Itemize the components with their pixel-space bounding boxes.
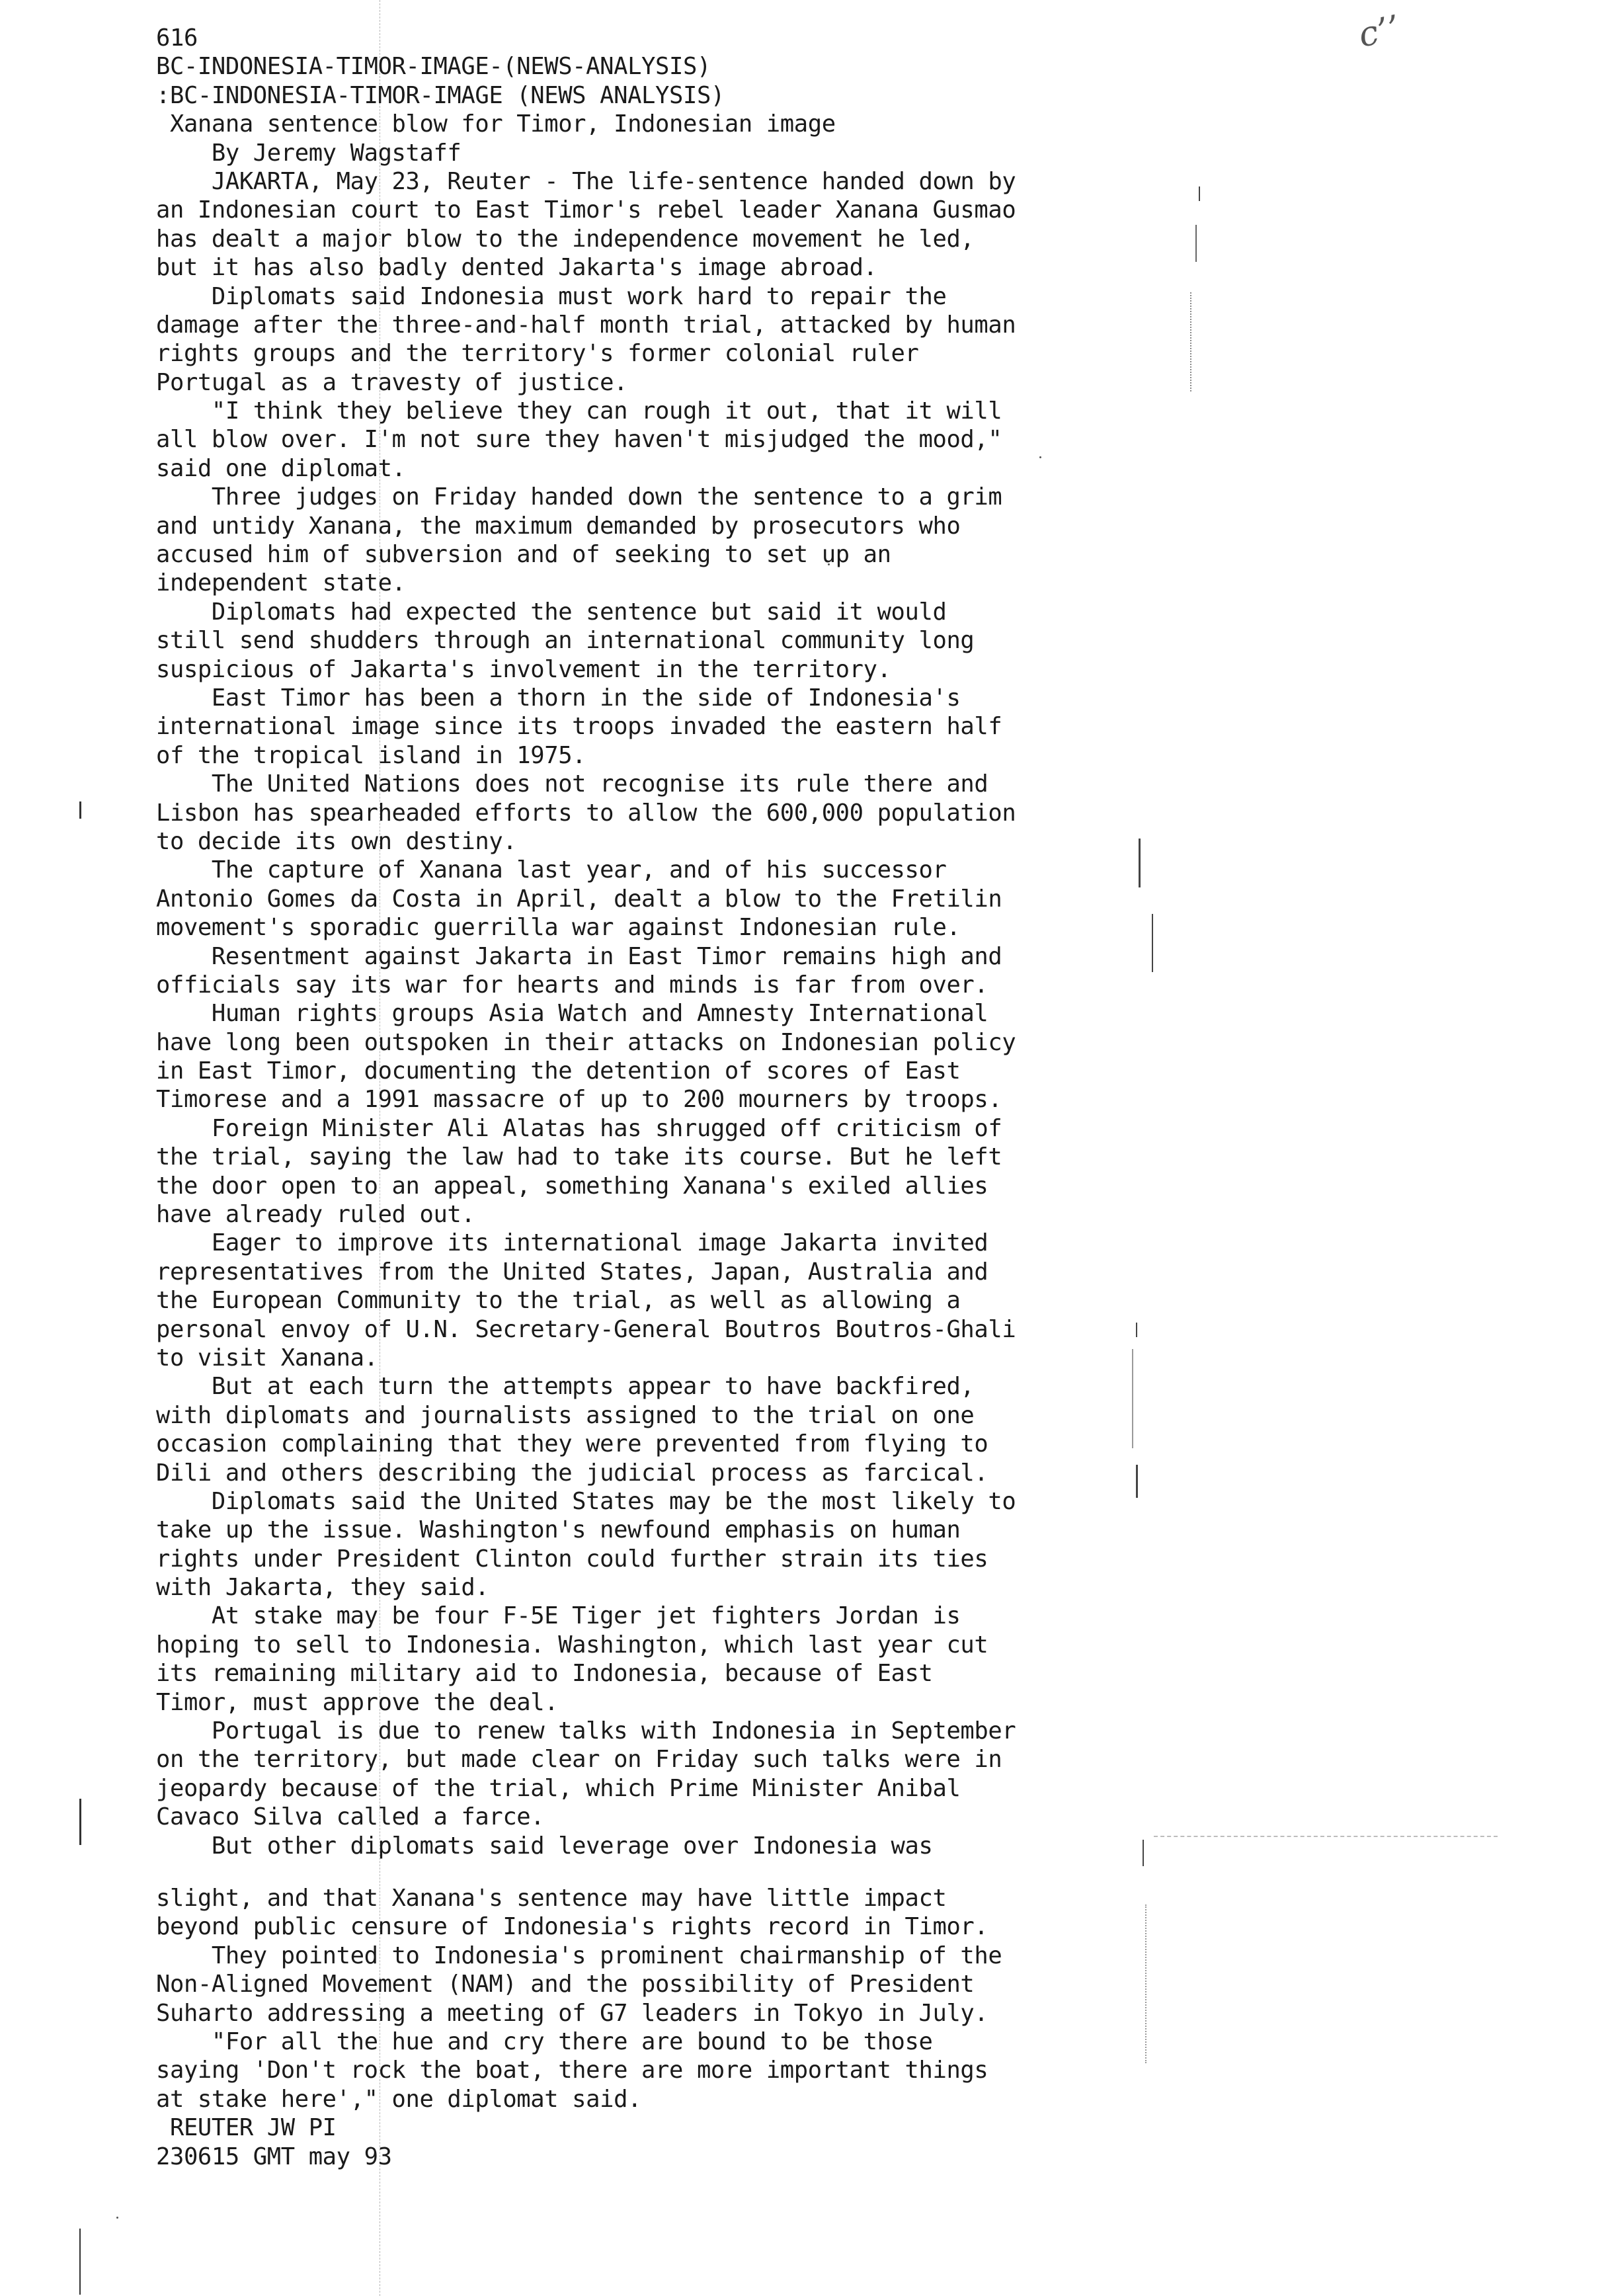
scan-speck	[116, 2217, 118, 2219]
text-line: beyond public censure of Indonesia's rights record in Timor.	[156, 1913, 988, 1941]
margin-stroke	[1199, 186, 1200, 201]
text-line: all blow over. I'm not sure they haven't misjudged the mood,"	[156, 426, 1002, 454]
text-line: with diplomats and journalists assigned to the trial on one	[156, 1401, 975, 1429]
text-line: Human rights groups Asia Watch and Amnesty International	[156, 1000, 988, 1028]
text-line: Foreign Minister Ali Alatas has shrugged off criticism of	[156, 1114, 1002, 1142]
text-line: Timorese and a 1991 massacre of up to 200 mourners by troops.	[156, 1086, 1002, 1114]
slug-line: :BC-INDONESIA-TIMOR-IMAGE (NEWS ANALYSIS)	[156, 81, 725, 109]
text-line: the trial, saying the law had to take its course. But he left	[156, 1143, 1002, 1171]
text-line: independent state.	[156, 569, 406, 597]
text-line: suspicious of Jakarta's involvement in the territory.	[156, 655, 891, 683]
text-line: has dealt a major blow to the independence movement he led,	[156, 225, 975, 253]
text-line: Portugal as a travesty of justice.	[156, 368, 628, 396]
text-line: and untidy Xanana, the maximum demanded by prosecutors who	[156, 512, 961, 540]
text-line: But at each turn the attempts appear to have backfired,	[156, 1373, 975, 1401]
text-line: "For all the hue and cry there are bound to be those	[156, 2028, 933, 2055]
margin-stroke	[1190, 292, 1191, 391]
text-line: slight, and that Xanana's sentence may have little impact	[156, 1885, 947, 1912]
timestamp: 230615 GMT may 93	[156, 2143, 392, 2170]
dashed-rule	[1154, 1836, 1498, 1837]
text-line: Portugal is due to renew talks with Indonesia in September	[156, 1717, 1016, 1745]
text-line: Suharto addressing a meeting of G7 leaders in Tokyo in July.	[156, 1999, 988, 2027]
text-line: take up the issue. Washington's newfound emphasis on human	[156, 1516, 961, 1544]
text-line: accused him of subversion and of seeking to set up an	[156, 541, 891, 569]
page-number: 616	[156, 24, 198, 52]
slug-line: BC-INDONESIA-TIMOR-IMAGE-(NEWS-ANALYSIS)	[156, 53, 711, 81]
text-line: damage after the three-and-half month trial, attacked by human	[156, 311, 1016, 339]
text-line: the European Community to the trial, as well as allowing a	[156, 1287, 961, 1315]
text-line: representatives from the United States, Japan, Australia and	[156, 1258, 988, 1286]
text-line: Diplomats had expected the sentence but said it would	[156, 598, 947, 626]
text-line: Diplomats said Indonesia must work hard to repair the	[156, 282, 947, 310]
wire-story	[156, 24, 1187, 2171]
text-line: occasion complaining that they were prevented from flying to	[156, 1430, 988, 1458]
headline: Xanana sentence blow for Timor, Indonesian image	[156, 110, 836, 138]
text-line: "I think they believe they can rough it out, that it will	[156, 397, 1002, 425]
text-line: Antonio Gomes da Costa in April, dealt a blow to the Fretilin	[156, 885, 1002, 913]
text-line: Diplomats said the United States may be the most likely to	[156, 1487, 1016, 1515]
text-line: its remaining military aid to Indonesia, because of East	[156, 1660, 933, 1688]
text-line: at stake here'," one diplomat said.	[156, 2085, 642, 2113]
text-line: saying 'Don't rock the boat, there are more important things	[156, 2057, 988, 2084]
text-line: Resentment against Jakarta in East Timor remains high and	[156, 942, 1002, 970]
text-line: but it has also badly dented Jakarta's image abroad.	[156, 254, 877, 282]
text-line: Eager to improve its international image Jakarta invited	[156, 1229, 988, 1257]
text-line: with Jakarta, they said.	[156, 1574, 489, 1602]
text-line: hoping to sell to Indonesia. Washington, which last year cut	[156, 1631, 988, 1659]
text-line: an Indonesian court to East Timor's rebel leader Xanana Gusmao	[156, 196, 1016, 224]
text-line: jeopardy because of the trial, which Prime Minister Anibal	[156, 1774, 961, 1802]
text-line: Timor, must approve the deal.	[156, 1688, 559, 1716]
handwritten-mark: c’’	[1355, 8, 1404, 56]
text-line: to visit Xanana.	[156, 1344, 378, 1372]
text-line: to decide its own destiny.	[156, 827, 517, 855]
page-break-gap	[156, 1860, 1187, 1884]
text-line: of the tropical island in 1975.	[156, 741, 586, 769]
text-line: Non-Aligned Movement (NAM) and the possibility of President	[156, 1971, 975, 1998]
text-line: international image since its troops invaded the eastern half	[156, 713, 1002, 741]
text-line: But other diplomats said leverage over Indonesia was	[156, 1832, 933, 1860]
text-line: in East Timor, documenting the detention of scores of East	[156, 1057, 961, 1085]
text-line: The capture of Xanana last year, and of his successor	[156, 856, 947, 884]
text-line: Cavaco Silva called a farce.	[156, 1803, 545, 1831]
text-line: personal envoy of U.N. Secretary-General Boutros Boutros-Ghali	[156, 1315, 1016, 1343]
text-line: movement's sporadic guerrilla war against Indonesian rule.	[156, 914, 961, 942]
text-line: the door open to an appeal, something Xanana's exiled allies	[156, 1172, 988, 1200]
text-line: They pointed to Indonesia's prominent chairmanship of the	[156, 1942, 1002, 1969]
text-line: At stake may be four F-5E Tiger jet fighters Jordan is	[156, 1602, 961, 1630]
text-line: said one diplomat.	[156, 454, 406, 482]
text-line: still send shudders through an international community long	[156, 627, 975, 655]
text-line: on the territory, but made clear on Friday such talks were in	[156, 1746, 1002, 1774]
text-line: Lisbon has spearheaded efforts to allow the 600,000 population	[156, 799, 1016, 827]
text-line: have long been outspoken in their attacks on Indonesian policy	[156, 1028, 1016, 1056]
text-line: JAKARTA, May 23, Reuter - The life-sentence handed down by	[156, 167, 1016, 195]
byline: By Jeremy Wagstaff	[156, 139, 462, 167]
sign-off: REUTER JW PI	[156, 2114, 337, 2142]
text-line: rights under President Clinton could further strain its ties	[156, 1545, 988, 1573]
text-line: officials say its war for hearts and minds is far from over.	[156, 971, 988, 999]
left-edge-mark	[79, 2229, 81, 2295]
text-line: Three judges on Friday handed down the sentence to a grim	[156, 483, 1002, 511]
text-line: The United Nations does not recognise its rule there and	[156, 770, 988, 798]
text-line: rights groups and the territory's former colonial ruler	[156, 340, 919, 368]
left-edge-mark	[79, 801, 81, 819]
text-line: have already ruled out.	[156, 1201, 475, 1229]
left-edge-mark	[79, 1799, 81, 1845]
margin-stroke	[1195, 225, 1197, 262]
text-line: Dili and others describing the judicial process as farcical.	[156, 1459, 988, 1487]
text-line: East Timor has been a thorn in the side of Indonesia's	[156, 684, 961, 712]
